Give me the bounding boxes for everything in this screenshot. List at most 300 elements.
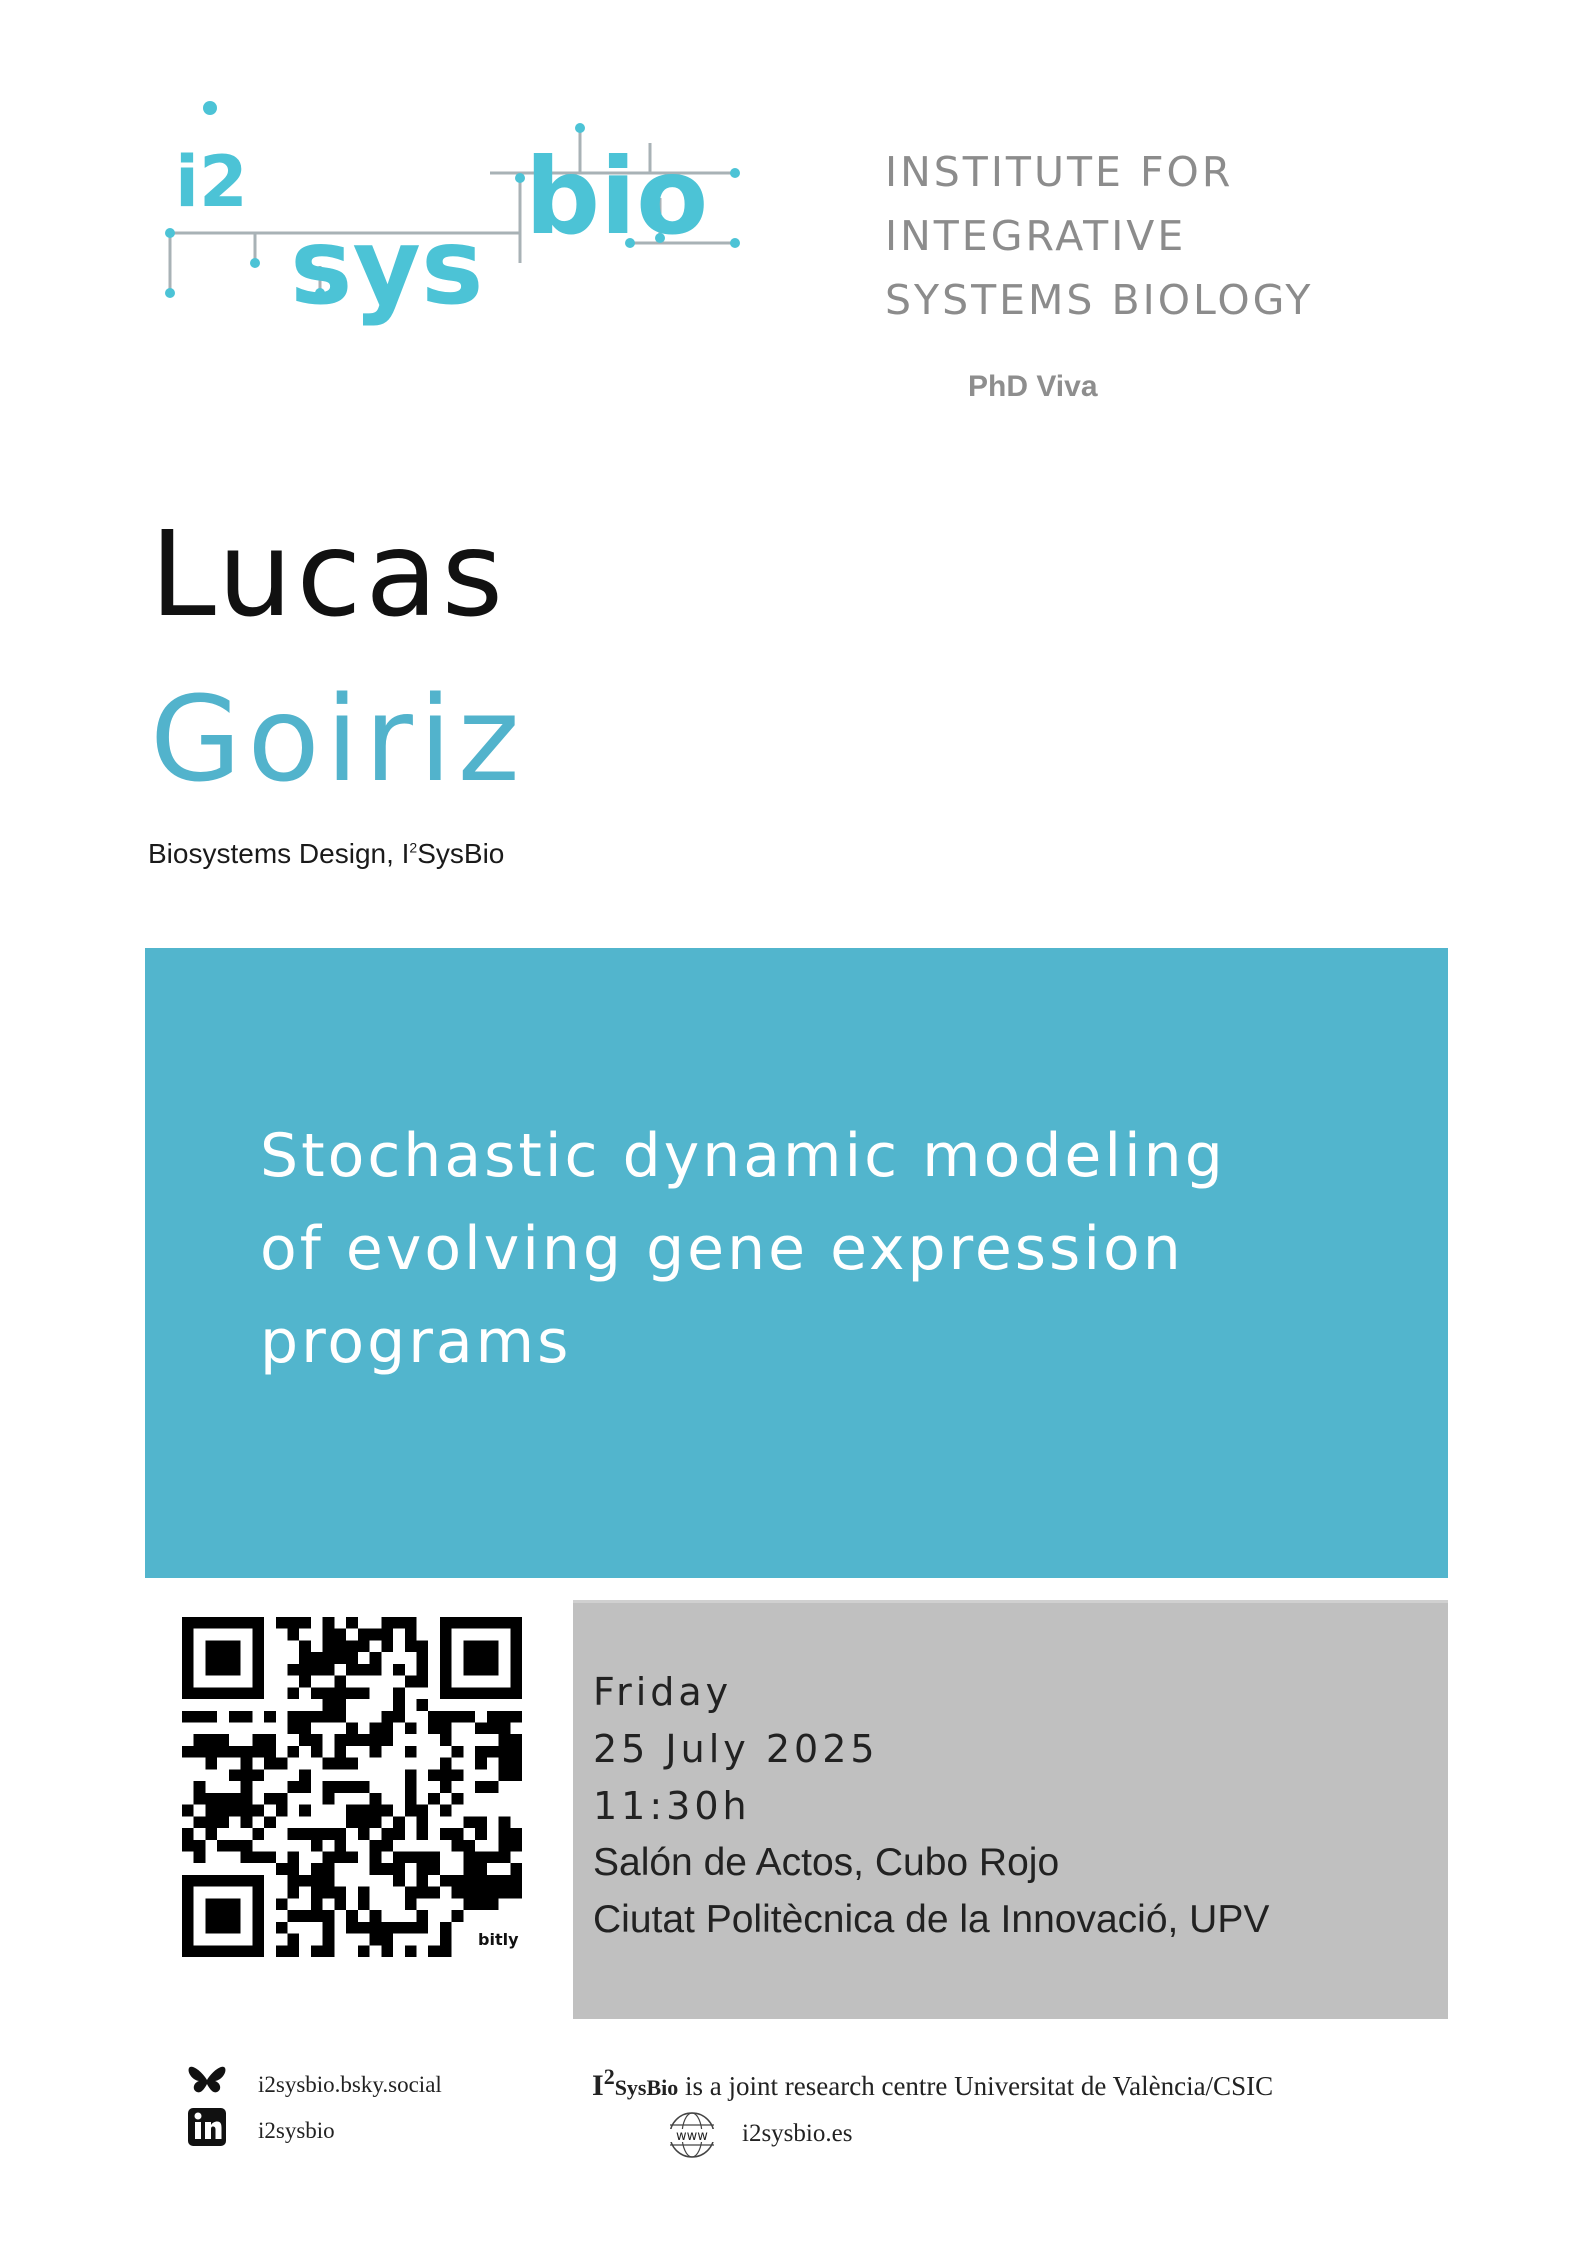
qr-module [264,1793,276,1805]
qr-module [475,1898,487,1910]
qr-module [416,1676,428,1688]
qr-module [334,1652,346,1664]
qr-module [299,1640,311,1652]
qr-module [499,1758,511,1770]
qr-module [334,1711,346,1723]
qr-module [370,1652,382,1664]
qr-module [475,1816,487,1828]
qr-module [299,1910,311,1922]
qr-module [475,1781,487,1793]
qr-module [440,1934,452,1946]
qr-module [370,1629,382,1641]
qr-module [487,1887,499,1899]
qr-module [463,1816,475,1828]
qr-module [229,1769,241,1781]
qr-module [299,1664,311,1676]
qr-module [416,1640,428,1652]
qr-module [241,1746,253,1758]
qr-module [334,1699,346,1711]
qr-module [381,1840,393,1852]
qr-module [311,1711,323,1723]
qr-module [346,1640,358,1652]
qr-module [381,1629,393,1641]
qr-module [475,1723,487,1735]
qr-module [299,1828,311,1840]
qr-module [358,1664,370,1676]
qr-module [346,1816,358,1828]
qr-module [311,1687,323,1699]
speaker-affiliation: Biosystems Design, $I^2SysBio$ [148,838,505,869]
qr-module [264,1758,276,1770]
qr-module [299,1875,311,1887]
qr-module [358,1945,370,1957]
qr-module [393,1711,405,1723]
qr-module [217,1816,229,1828]
qr-module [264,1816,276,1828]
event-time: 11:30h [593,1784,751,1828]
qr-module [205,1758,217,1770]
event-date: 25 July 2025 [593,1727,879,1771]
qr-module [440,1875,452,1887]
qr-module [358,1898,370,1910]
qr-module [440,1711,452,1723]
qr-module [323,1758,335,1770]
qr-module [288,1664,300,1676]
qr-module [475,1863,487,1875]
qr-module [487,1781,499,1793]
qr-module [311,1840,323,1852]
qr-module [510,1734,522,1746]
qr-module [510,1711,522,1723]
qr-module [499,1875,511,1887]
qr-module [440,1781,452,1793]
qr-module [346,1723,358,1735]
qr-module [288,1945,300,1957]
qr-module [487,1898,499,1910]
qr-module [288,1711,300,1723]
qr-module [205,1711,217,1723]
qr-module [370,1723,382,1735]
qr-module [252,1828,264,1840]
qr-module [288,1828,300,1840]
qr-module [510,1758,522,1770]
qr-module [381,1863,393,1875]
qr-module [405,1805,417,1817]
qr-module [405,1793,417,1805]
qr-module [182,1840,194,1852]
qr-module [323,1617,335,1629]
qr-module [463,1851,475,1863]
qr-module [323,1629,335,1641]
qr-module [241,1758,253,1770]
qr-module [393,1851,405,1863]
qr-module [440,1922,452,1934]
qr-module [241,1840,253,1852]
qr-module [452,1840,464,1852]
qr-module [288,1863,300,1875]
qr-module [358,1805,370,1817]
qr-module [428,1863,440,1875]
qr-module [416,1652,428,1664]
qr-module [299,1676,311,1688]
qr-module [358,1887,370,1899]
qr-module [440,1828,452,1840]
footer-statement: $I^2SysBio$ is a joint research centre Universitat de València/CSIC [592,2064,1274,2102]
qr-module [346,1910,358,1922]
qr-module [229,1840,241,1852]
qr-module [264,1734,276,1746]
qr-module [416,1887,428,1899]
qr-module [252,1851,264,1863]
qr-module [405,1898,417,1910]
qr-module [323,1664,335,1676]
qr-module [510,1828,522,1840]
qr-module [416,1828,428,1840]
qr-module [358,1781,370,1793]
qr-module [510,1769,522,1781]
qr-module [346,1734,358,1746]
qr-module [358,1816,370,1828]
qr-module [370,1805,382,1817]
qr-module [393,1863,405,1875]
qr-module [264,1746,276,1758]
qr-module [334,1758,346,1770]
qr-module [499,1746,511,1758]
qr-module [323,1781,335,1793]
qr-module [323,1875,335,1887]
qr-module [370,1863,382,1875]
linkedin-icon[interactable] [186,2106,228,2148]
qr-module [416,1863,428,1875]
qr-module [217,1805,229,1817]
qr-module [323,1687,335,1699]
qr-module [393,1687,405,1699]
qr-module [405,1781,417,1793]
qr-module [334,1898,346,1910]
qr-module [334,1828,346,1840]
qr-module [194,1816,206,1828]
qr-module [381,1617,393,1629]
qr-module [499,1887,511,1899]
qr-module [510,1746,522,1758]
qr-module [276,1805,288,1817]
qr-module [323,1699,335,1711]
qr-module [323,1828,335,1840]
qr-module [405,1617,417,1629]
qr-module [276,1922,288,1934]
qr-module [370,1816,382,1828]
qr-module [264,1711,276,1723]
qr-module [346,1805,358,1817]
qr-module [288,1887,300,1899]
talk-title-line-1: Stochastic dynamic modeling [260,1121,1226,1191]
qr-module [229,1805,241,1817]
qr-module [346,1851,358,1863]
qr-module [252,1805,264,1817]
qr-module [510,1875,522,1887]
globe-www-icon[interactable] [664,2110,720,2160]
qr-module [463,1711,475,1723]
qr-module [428,1769,440,1781]
qr-module [487,1875,499,1887]
qr-module [299,1723,311,1735]
qr-module [499,1723,511,1735]
qr-module [370,1734,382,1746]
qr-module [346,1922,358,1934]
bluesky-handle[interactable]: i2sysbio.bsky.social [258,2072,442,2097]
qr-module [323,1863,335,1875]
qr-module [264,1851,276,1863]
svg-text:bio: bio [525,136,709,258]
website-link[interactable]: i2sysbio.es [742,2120,853,2147]
svg-text:sys: sys [290,206,484,328]
qr-module [416,1816,428,1828]
qr-module [311,1945,323,1957]
qr-module [182,1805,194,1817]
qr-module [381,1640,393,1652]
qr-module [241,1769,253,1781]
qr-module [487,1723,499,1735]
qr-module [463,1898,475,1910]
event-campus: Ciutat Politècnica de la Innovació, UPV [593,1898,1270,1941]
qr-module [428,1851,440,1863]
qr-module [288,1934,300,1946]
qr-module [252,1746,264,1758]
qr-module [323,1887,335,1899]
qr-module [311,1910,323,1922]
qr-module [416,1910,428,1922]
qr-module [323,1934,335,1946]
talk-title-line-3: programs [260,1307,572,1377]
qr-module [311,1664,323,1676]
qr-module [288,1910,300,1922]
qr-module [370,1934,382,1946]
qr-module [346,1758,358,1770]
svg-text:i2: i2 [175,141,248,223]
qr-module [241,1793,253,1805]
qr-module [452,1887,464,1899]
qr-module [487,1711,499,1723]
qr-module [334,1640,346,1652]
qr-module [217,1793,229,1805]
talk-title-line-2: of evolving gene expression [260,1214,1184,1284]
qr-module [405,1851,417,1863]
qr-module [428,1793,440,1805]
footer-brand: $I^2SysBio$ [592,2064,679,2102]
qr-module [217,1840,229,1852]
qr-module [299,1617,311,1629]
qr-module [452,1746,464,1758]
linkedin-handle[interactable]: i2sysbio [258,2118,335,2143]
qr-module [323,1640,335,1652]
qr-module [499,1828,511,1840]
qr-module [416,1875,428,1887]
qr-module [334,1629,346,1641]
institute-line-1: INSTITUTE FOR [885,148,1234,196]
qr-code[interactable] [182,1617,522,1957]
qr-module [393,1922,405,1934]
qr-module [334,1781,346,1793]
qr-module [452,1793,464,1805]
speaker-first-name: Lucas [150,505,508,643]
qr-module [405,1629,417,1641]
qr-module [510,1887,522,1899]
qr-module [405,1676,417,1688]
qr-module [229,1793,241,1805]
qr-module [381,1945,393,1957]
qr-module [194,1793,206,1805]
qr-module [252,1734,264,1746]
event-day: Friday [593,1670,733,1714]
qr-module [405,1887,417,1899]
talk-title [260,1110,1360,1389]
qr-module [358,1922,370,1934]
qr-module [276,1898,288,1910]
qr-module [323,1711,335,1723]
qr-module [499,1769,511,1781]
qr-module [499,1816,511,1828]
qr-module [475,1758,487,1770]
qr-module [370,1922,382,1934]
qr-module [440,1945,452,1957]
qr-module [182,1828,194,1840]
qr-module [370,1746,382,1758]
qr-module [323,1652,335,1664]
qr-module [381,1828,393,1840]
qr-module [241,1816,253,1828]
qr-module [428,1887,440,1899]
qr-module [452,1910,464,1922]
qr-module [334,1676,346,1688]
qr-module [393,1664,405,1676]
qr-module [358,1828,370,1840]
qr-module [499,1851,511,1863]
qr-module [475,1875,487,1887]
qr-module [475,1887,487,1899]
qr-module [299,1769,311,1781]
qr-module [217,1734,229,1746]
qr-module [370,1664,382,1676]
qr-module [276,1793,288,1805]
qr-module [311,1746,323,1758]
qr-module [205,1734,217,1746]
qr-module [370,1840,382,1852]
qr-module [323,1910,335,1922]
qr-module [299,1711,311,1723]
qr-module [217,1746,229,1758]
qr-module [241,1851,253,1863]
qr-module [346,1781,358,1793]
qr-module [205,1828,217,1840]
qr-module [194,1851,206,1863]
qr-module [428,1723,440,1735]
qr-module [405,1640,417,1652]
qr-module [440,1805,452,1817]
event-venue: Salón de Actos, Cubo Rojo [593,1841,1060,1884]
qr-module [358,1640,370,1652]
qr-module [440,1758,452,1770]
qr-module [194,1711,206,1723]
qr-module [370,1793,382,1805]
qr-module [205,1746,217,1758]
institute-line-2: INTEGRATIVE [885,212,1187,260]
qr-module [416,1851,428,1863]
qr-module [416,1664,428,1676]
qr-module [241,1805,253,1817]
qr-module [311,1863,323,1875]
qr-module [346,1687,358,1699]
qr-module [393,1699,405,1711]
qr-module [440,1769,452,1781]
qr-module [452,1769,464,1781]
qr-module [440,1734,452,1746]
qr-module [205,1793,217,1805]
qr-module [405,1922,417,1934]
qr-module [288,1781,300,1793]
qr-module [381,1734,393,1746]
qr-module [288,1617,300,1629]
qr-module [452,1875,464,1887]
qr-module [334,1840,346,1852]
qr-module [182,1711,194,1723]
qr-module [405,1945,417,1957]
qr-module [241,1711,253,1723]
qr-module [370,1910,382,1922]
i2sysbio-logo [160,88,820,348]
qr-module [205,1816,217,1828]
qr-module [358,1687,370,1699]
qr-module [405,1723,417,1735]
qr-module [463,1887,475,1899]
qr-module [393,1828,405,1840]
qr-module [276,1863,288,1875]
qr-module [334,1734,346,1746]
qr-module [346,1664,358,1676]
qr-module [288,1746,300,1758]
qr-module [288,1851,300,1863]
qr-module [311,1875,323,1887]
qr-module [416,1699,428,1711]
qr-module [510,1863,522,1875]
qr-module [463,1875,475,1887]
qr-module [288,1723,300,1735]
bitly-label: bitly [478,1930,519,1949]
qr-module [381,1934,393,1946]
qr-module [405,1746,417,1758]
qr-module [452,1711,464,1723]
qr-module [334,1851,346,1863]
qr-module [323,1851,335,1863]
qr-module [381,1805,393,1817]
qr-module [194,1781,206,1793]
qr-module [499,1711,511,1723]
qr-module [463,1863,475,1875]
institute-line-3: SYSTEMS BIOLOGY [885,276,1314,324]
qr-module [299,1652,311,1664]
butterfly-icon[interactable] [186,2060,228,2102]
qr-module [346,1652,358,1664]
qr-module [323,1793,335,1805]
qr-module [323,1945,335,1957]
qr-module [194,1734,206,1746]
svg-text:www: www [676,2129,708,2144]
qr-module [229,1746,241,1758]
qr-module [393,1875,405,1887]
qr-module [428,1945,440,1957]
qr-module [510,1840,522,1852]
qr-module [405,1769,417,1781]
qr-module [288,1629,300,1641]
